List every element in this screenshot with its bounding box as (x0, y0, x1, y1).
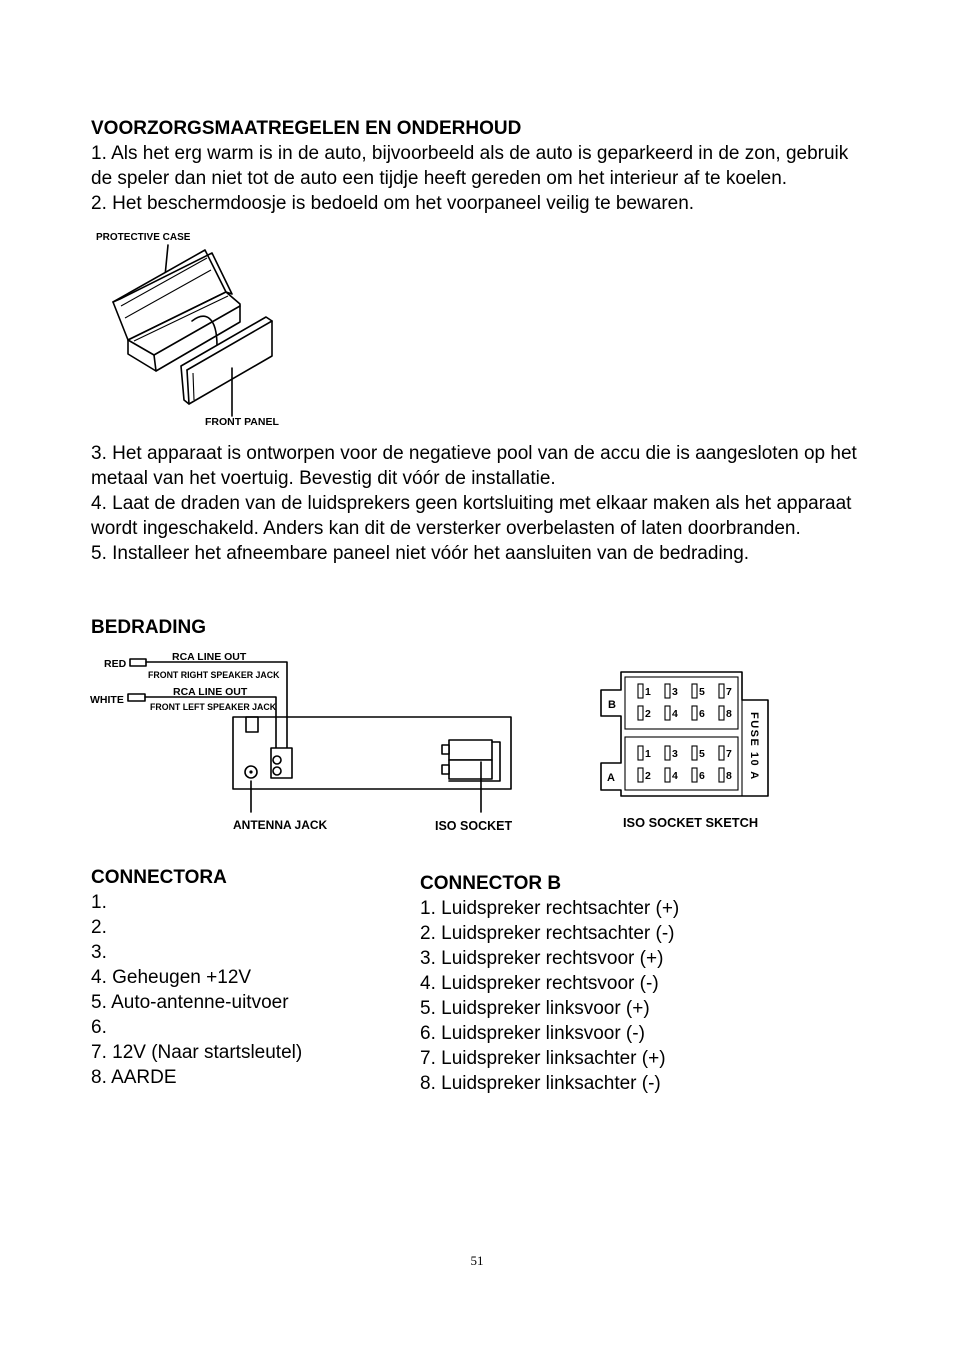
pin-number: 7 (726, 686, 732, 698)
connector-a-pins (638, 746, 732, 782)
pin-contact (665, 684, 670, 698)
list-item: 8. Luidspreker linksachter (-) (420, 1073, 661, 1094)
connector-a-heading: CONNECTORA (91, 867, 227, 888)
precautions-section (91, 116, 848, 216)
pin-contact (719, 684, 724, 698)
pin-number: 4 (672, 708, 678, 720)
pin-number: 2 (645, 770, 651, 782)
page-number: 51 (470, 1253, 484, 1268)
paragraph-line: 1. Als het erg warm is in de auto, bijvoorbeeld als de auto is geparkeerd in de zon, gebruik (91, 143, 849, 164)
paragraph-line: metaal van het voertuig. Bevestig dit vóór de installatie. (91, 468, 556, 489)
precautions-continued (91, 441, 857, 566)
paragraph-line: de speler dan niet tot de auto een tijdje heeft gereden om het interieur af te koelen. (91, 168, 788, 189)
protective-case-label: PROTECTIVE CASE (96, 232, 191, 243)
pin-number: 6 (699, 708, 705, 720)
list-item: 4. Luidspreker rechtsvoor (-) (420, 973, 659, 994)
iso-socket-label: ISO SOCKET (435, 819, 513, 833)
list-item: 8. AARDE (91, 1067, 177, 1088)
section-heading-wiring: BEDRADING (91, 617, 207, 638)
wiring-diagram (86, 645, 526, 840)
pin-number: 7 (726, 748, 732, 760)
connector-a-list (91, 865, 302, 1090)
pin-number: 1 (645, 748, 651, 760)
pin-number: 8 (726, 770, 732, 782)
red-label: RED (104, 658, 127, 670)
protective-case-figure (88, 225, 293, 435)
list-item: 4. Geheugen +12V (91, 967, 252, 988)
pin-number: 2 (645, 708, 651, 720)
rca-line-out-right-label: RCA LINE OUT (172, 651, 247, 663)
pin-number: 4 (672, 770, 678, 782)
antenna-jack (245, 766, 257, 778)
connector-b-pins (638, 684, 732, 720)
paragraph-line: 5. Installeer het afneembare paneel niet vóór het aansluiten van de bedrading. (91, 543, 750, 564)
list-item: 1. (91, 892, 107, 913)
front-right-speaker-jack-label: FRONT RIGHT SPEAKER JACK (148, 670, 280, 680)
iso-sketch-outline (601, 672, 768, 796)
pin-contact (638, 706, 643, 720)
list-item: 5. Luidspreker linksvoor (+) (420, 998, 650, 1019)
pin-number: 6 (699, 770, 705, 782)
list-item: 1. Luidspreker rechtsachter (+) (420, 898, 680, 919)
front-panel-label: FRONT PANEL (205, 416, 279, 428)
list-item: 3. Luidspreker rechtsvoor (+) (420, 948, 664, 969)
pin-number: 1 (645, 686, 651, 698)
front-left-speaker-jack-label: FRONT LEFT SPEAKER JACK (150, 702, 277, 712)
pin-contact (692, 706, 697, 720)
pin-contact (665, 768, 670, 782)
pin-contact (665, 706, 670, 720)
paragraph-line: 4. Laat de draden van de luidsprekers geen kortsluiting met elkaar maken als het apparaat (91, 493, 852, 514)
fuse-label: FUSE 10 A (748, 712, 760, 781)
paragraph-line: 3. Het apparaat is ontworpen voor de negatieve pool van de accu die is aangesloten op het (91, 443, 857, 464)
connector-b-list (420, 871, 679, 1096)
iso-socket-sketch-caption: ISO SOCKET SKETCH (623, 815, 759, 830)
connector-a-label: A (607, 772, 615, 784)
pin-contact (665, 746, 670, 760)
pin-contact (719, 706, 724, 720)
pin-contact (692, 768, 697, 782)
white-label: WHITE (90, 694, 124, 706)
pin-contact (719, 768, 724, 782)
paragraph-line: wordt ingeschakeld. Anders kan dit de versterker overbelasten of laten doorbranden. (91, 518, 801, 539)
red-rca-plug (130, 659, 146, 666)
connector-b-label: B (608, 699, 616, 711)
antenna-jack-label: ANTENNA JACK (233, 818, 328, 832)
pin-contact (692, 684, 697, 698)
list-item: 5. Auto-antenne-uitvoer (91, 992, 289, 1013)
pin-number: 8 (726, 708, 732, 720)
list-item: 6. (91, 1017, 107, 1038)
pin-number: 3 (672, 686, 678, 698)
pin-contact (638, 768, 643, 782)
pin-number: 5 (699, 748, 705, 760)
rear-bracket (246, 717, 258, 732)
pin-contact (638, 746, 643, 760)
iso-socket (442, 740, 500, 781)
section-heading-precautions: VOORZORGSMAATREGELEN EN ONDERHOUD (91, 118, 522, 139)
list-item: 7. Luidspreker linksachter (+) (420, 1048, 666, 1069)
list-item: 2. (91, 917, 107, 938)
list-item: 2. Luidspreker rechtsachter (-) (420, 923, 675, 944)
pin-contact (719, 746, 724, 760)
paragraph-line: 2. Het beschermdoosje is bedoeld om het voorpaneel veilig te bewaren. (91, 193, 695, 214)
pin-number: 3 (672, 748, 678, 760)
iso-socket-sketch (596, 666, 776, 834)
pin-contact (638, 684, 643, 698)
rca-line-out-left-label: RCA LINE OUT (173, 686, 248, 698)
pin-number: 5 (699, 686, 705, 698)
connector-b-heading: CONNECTOR B (420, 873, 562, 894)
list-item: 6. Luidspreker linksvoor (-) (420, 1023, 645, 1044)
white-rca-plug (128, 694, 145, 701)
pin-contact (692, 746, 697, 760)
rca-jack-block (271, 748, 292, 778)
list-item: 3. (91, 942, 107, 963)
list-item: 7. 12V (Naar startsleutel) (91, 1042, 303, 1063)
